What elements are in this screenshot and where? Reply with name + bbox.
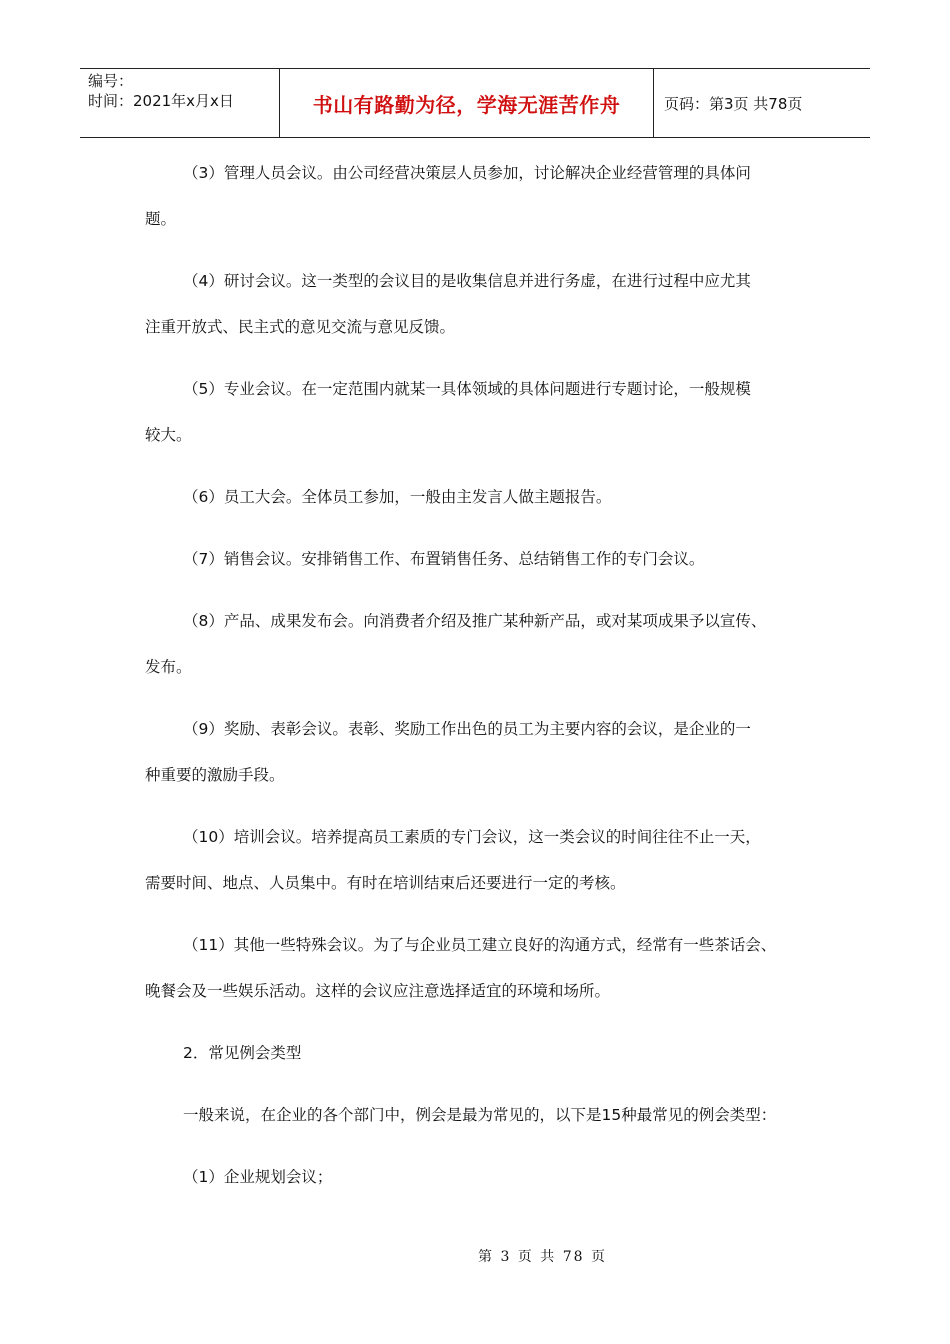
- paragraph-line: （11）其他一些特殊会议。为了与企业员工建立良好的沟通方式，经常有一些茶话会、: [183, 936, 777, 954]
- paragraph-line: 2．常见例会类型: [183, 1044, 302, 1062]
- paragraph: [145, 598, 810, 690]
- header-meta: [80, 69, 280, 137]
- paragraph: [145, 1154, 810, 1200]
- paragraph-line: （1）企业规划会议；: [183, 1168, 333, 1186]
- paragraph: [145, 1092, 810, 1138]
- paragraph: [145, 1030, 810, 1076]
- document-body: [145, 150, 810, 1216]
- paragraph: [145, 814, 810, 906]
- paragraph-line: （10）培训会议。培养提高员工素质的专门会议，这一类会议的时间往往不止一天，: [183, 828, 761, 846]
- paragraph-line: 较大。: [145, 426, 192, 444]
- paragraph-line: 种重要的激励手段。: [145, 766, 285, 784]
- paragraph-line: 发布。: [145, 658, 192, 676]
- paragraph: [145, 150, 810, 242]
- document-date-label: 时间：2021年x月x日: [88, 92, 234, 110]
- document-number-label: 编号：: [88, 72, 134, 90]
- paragraph: [145, 706, 810, 798]
- paragraph-line: （3）管理人员会议。由公司经营决策层人员参加，讨论解决企业经营管理的具体问: [183, 164, 751, 182]
- paragraph-line: （4）研讨会议。这一类型的会议目的是收集信息并进行务虚，在进行过程中应尤其: [183, 272, 751, 290]
- paragraph-line: 题。: [145, 210, 177, 228]
- paragraph-line: （7）销售会议。安排销售工作、布置销售任务、总结销售工作的专门会议。: [183, 550, 705, 568]
- paragraph: [145, 474, 810, 520]
- page-footer: 第 3 页 共 78 页: [478, 1249, 607, 1265]
- paragraph-line: （5）专业会议。在一定范围内就某一具体领域的具体问题进行专题讨论，一般规模: [183, 380, 751, 398]
- paragraph: [145, 536, 810, 582]
- paragraph: [145, 366, 810, 458]
- paragraph-line: （8）产品、成果发布会。向消费者介绍及推广某种新产品，或对某项成果予以宣传、: [183, 612, 767, 630]
- paragraph-line: 需要时间、地点、人员集中。有时在培训结束后还要进行一定的考核。: [145, 874, 626, 892]
- paragraph: [145, 922, 810, 1014]
- page-header: [80, 68, 870, 138]
- header-motto: 书山有路勤为径，学海无涯苦作舟: [280, 69, 654, 137]
- paragraph-line: （9）奖励、表彰会议。表彰、奖励工作出色的员工为主要内容的会议，是企业的一: [183, 720, 751, 738]
- paragraph-line: （6）员工大会。全体员工参加，一般由主发言人做主题报告。: [183, 488, 612, 506]
- paragraph: [145, 258, 810, 350]
- paragraph-line: 晚餐会及一些娱乐活动。这样的会议应注意选择适宜的环境和场所。: [145, 982, 611, 1000]
- paragraph-line: 注重开放式、民主式的意见交流与意见反馈。: [145, 318, 456, 336]
- paragraph-line: 一般来说，在企业的各个部门中，例会是最为常见的，以下是15种最常见的例会类型：: [183, 1106, 777, 1124]
- header-page-info: 页码：第3页 共78页: [664, 94, 803, 113]
